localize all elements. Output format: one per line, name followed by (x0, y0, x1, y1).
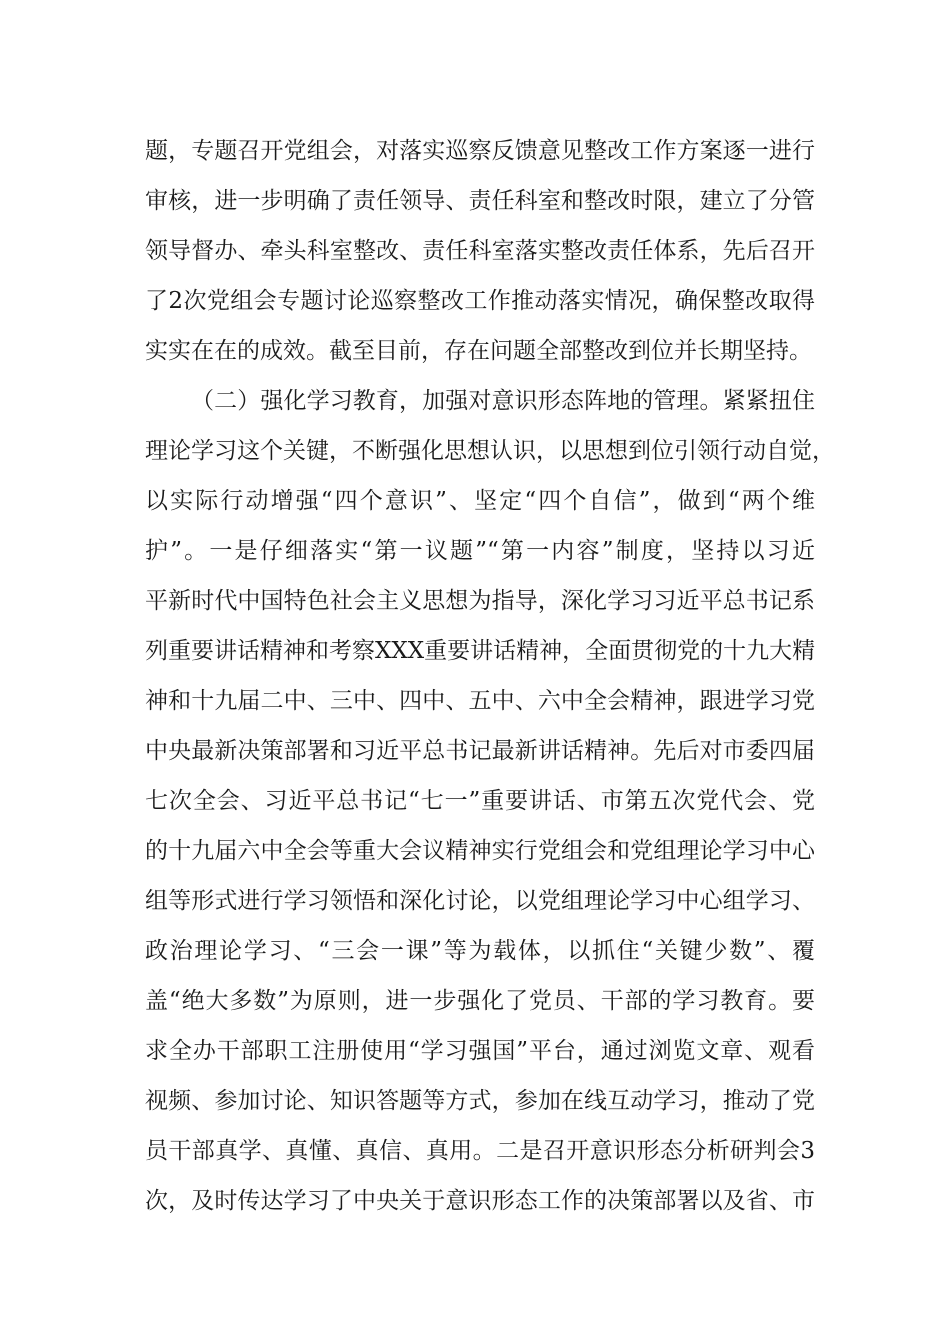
text-line: 求全办干部职工注册使用“学习强国”平台，通过浏览文章、观看 (145, 1038, 815, 1064)
text-line: 次，及时传达学习了中央关于意识形态工作的决策部署以及省、市 (145, 1188, 815, 1214)
text-line: 七次全会、习近平总书记“七一”重要讲话、市第五次党代会、党 (145, 788, 815, 814)
text-line: 盖“绝大多数”为原则，进一步强化了党员、干部的学习教育。要 (145, 988, 815, 1014)
text-line: 领导督办、牵头科室整改、责任科室落实整改责任体系，先后召开 (145, 238, 815, 264)
text-line: 列重要讲话精神和考察XXX重要讲话精神，全面贯彻党的十九大精 (145, 638, 816, 664)
body-text (145, 126, 835, 1226)
text-line: 中央最新决策部署和习近平总书记最新讲话精神。先后对市委四届 (145, 738, 815, 764)
text-line: 以实际行动增强“四个意识”、坚定“四个自信”，做到“两个维 (145, 488, 815, 514)
text-line: 员干部真学、真懂、真信、真用。二是召开意识形态分析研判会3 (145, 1138, 815, 1164)
text-line: 理论学习这个关键，不断强化思想认识，以思想到位引领行动自觉， (145, 438, 835, 464)
section-heading-line: （二）强化学习教育，加强对意识形态阵地的管理。紧紧扭住 (191, 388, 815, 414)
text-line: 组等形式进行学习领悟和深化讨论，以党组理论学习中心组学习、 (145, 888, 815, 914)
text-line: 护”。一是仔细落实“第一议题”“第一内容”制度，坚持以习近 (145, 538, 815, 564)
text-line: 题，专题召开党组会，对落实巡察反馈意见整改工作方案逐一进行 (145, 138, 815, 164)
text-line: 审核，进一步明确了责任领导、责任科室和整改时限，建立了分管 (145, 188, 815, 214)
text-line: 了2次党组会专题讨论巡察整改工作推动落实情况，确保整改取得 (145, 288, 815, 314)
text-line: 视频、参加讨论、知识答题等方式，参加在线互动学习，推动了党 (145, 1088, 815, 1114)
text-line: 的十九届六中全会等重大会议精神实行党组会和党组理论学习中心 (145, 838, 815, 864)
text-line: 实实在在的成效。截至目前，存在问题全部整改到位并长期坚持。 (145, 338, 812, 364)
text-line: 政治理论学习、“三会一课”等为载体，以抓住“关键少数”、覆 (145, 938, 815, 964)
text-line: 神和十九届二中、三中、四中、五中、六中全会精神，跟进学习党 (145, 688, 815, 714)
text-line: 平新时代中国特色社会主义思想为指导，深化学习习近平总书记系 (145, 588, 815, 614)
